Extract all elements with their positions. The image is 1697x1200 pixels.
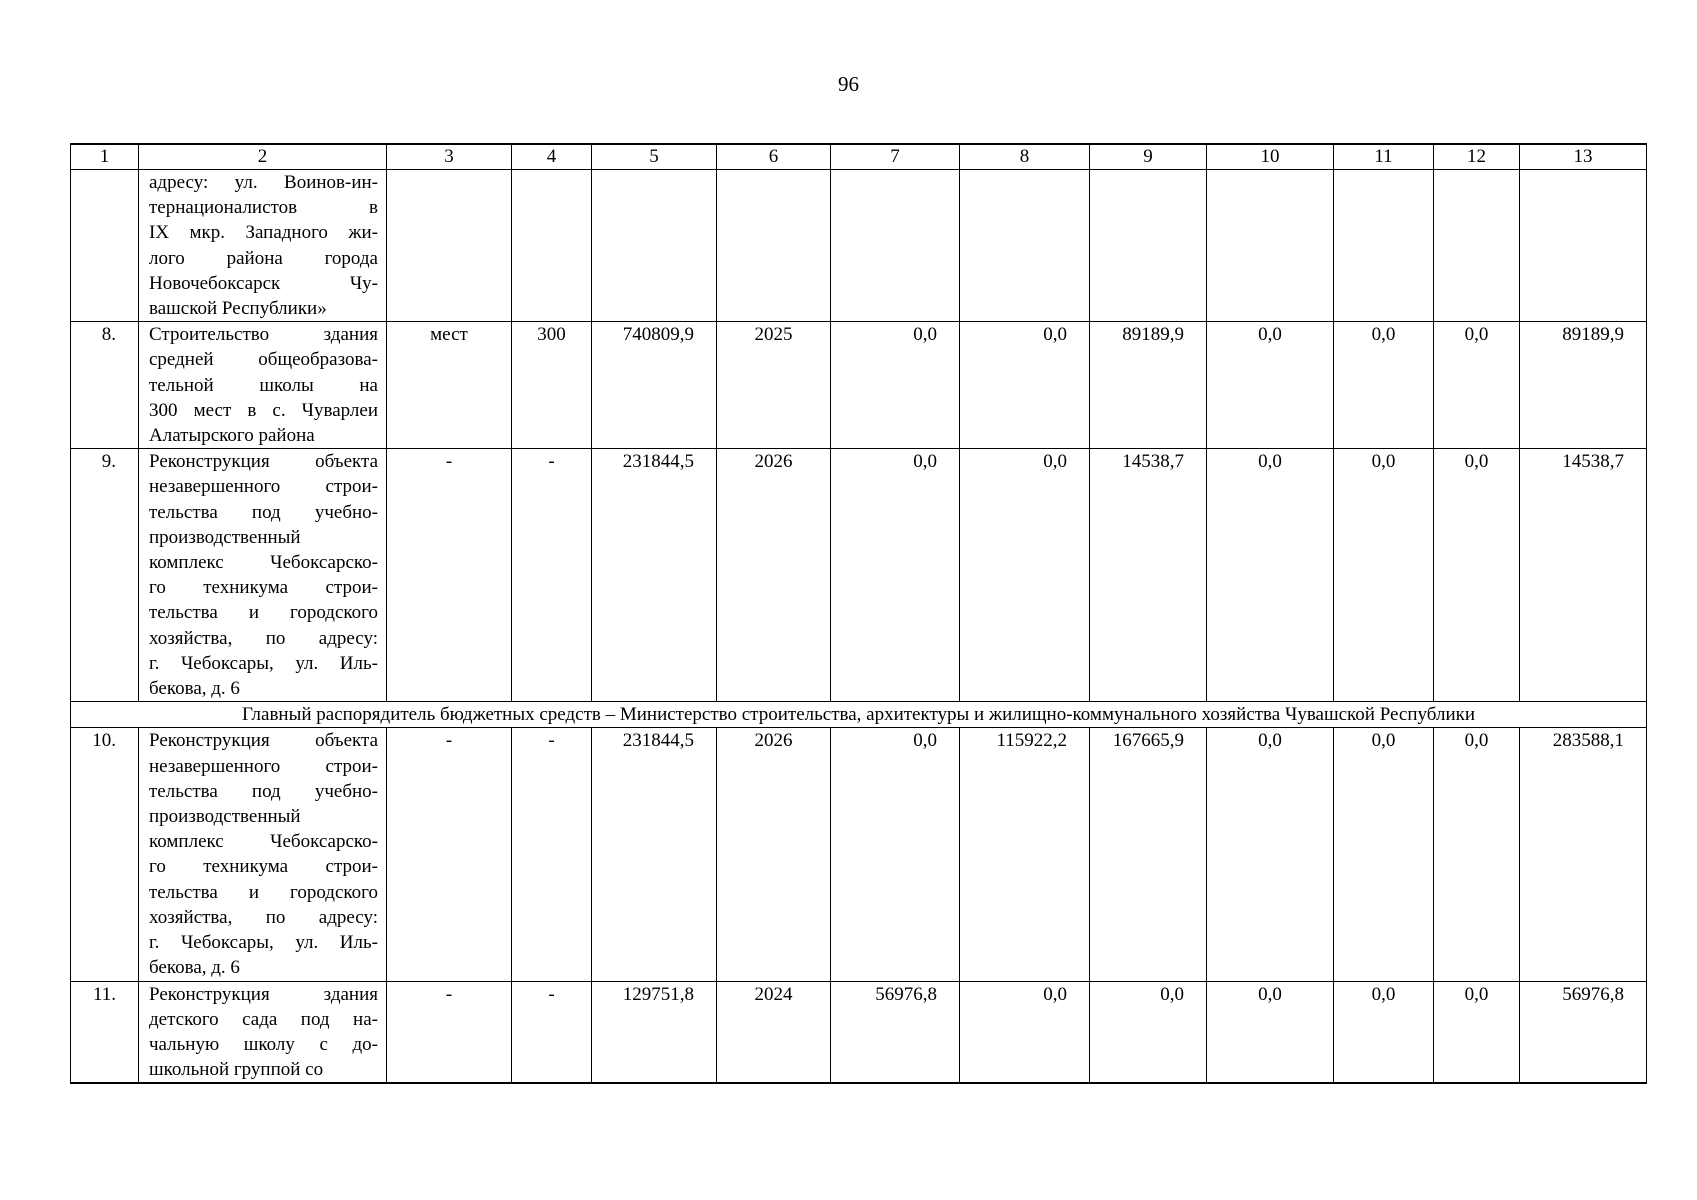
value-cell-7: 0,0 xyxy=(831,322,960,449)
object-name xyxy=(139,322,387,449)
object-name-line: незавершенного строи- xyxy=(149,476,378,498)
year-cell xyxy=(717,170,831,322)
value-cell-10: 0,0 xyxy=(1207,981,1334,1083)
object-name-line: Реконструкция объекта xyxy=(149,451,378,473)
cost-cell: 231844,5 xyxy=(592,449,717,702)
table-row xyxy=(71,170,1647,322)
object-name-line: хозяйства, по адресу: xyxy=(149,906,378,928)
object-name xyxy=(139,728,387,981)
object-name-line: лого района города xyxy=(149,247,378,269)
budget-table xyxy=(70,143,1647,1084)
row-number: 8. xyxy=(71,322,139,449)
column-number-cell: 1 xyxy=(71,144,139,170)
value-cell-11: 0,0 xyxy=(1334,728,1434,981)
cost-cell xyxy=(592,170,717,322)
object-name-line: г. Чебоксары, ул. Иль- xyxy=(149,652,378,674)
column-number-cell: 12 xyxy=(1434,144,1520,170)
column-number-cell: 10 xyxy=(1207,144,1334,170)
column-number-cell: 7 xyxy=(831,144,960,170)
unit-cell: - xyxy=(387,728,512,981)
table-row xyxy=(71,449,1647,702)
capacity-cell: - xyxy=(512,981,592,1083)
section-header-row xyxy=(71,702,1647,728)
value-cell-10 xyxy=(1207,170,1334,322)
value-cell-10: 0,0 xyxy=(1207,728,1334,981)
object-name-line: тельной школы на xyxy=(149,374,378,396)
object-name-line: Новочебоксарск Чу- xyxy=(149,272,378,294)
column-number-cell: 11 xyxy=(1334,144,1434,170)
column-number-cell: 4 xyxy=(512,144,592,170)
column-number-cell: 8 xyxy=(960,144,1090,170)
value-cell-9: 167665,9 xyxy=(1090,728,1207,981)
capacity-cell xyxy=(512,170,592,322)
object-name-line: го техникума строи- xyxy=(149,577,378,599)
value-cell-7: 56976,8 xyxy=(831,981,960,1083)
value-cell-12: 0,0 xyxy=(1434,449,1520,702)
object-name xyxy=(139,170,387,322)
table-body xyxy=(71,144,1647,1083)
value-cell-13: 56976,8 xyxy=(1520,981,1647,1083)
value-cell-11: 0,0 xyxy=(1334,322,1434,449)
capacity-cell: - xyxy=(512,728,592,981)
year-cell: 2024 xyxy=(717,981,831,1083)
row-number xyxy=(71,170,139,322)
table-row xyxy=(71,728,1647,981)
value-cell-9: 14538,7 xyxy=(1090,449,1207,702)
object-name-line: бекова, д. 6 xyxy=(149,957,240,979)
object-name-line: Реконструкция здания xyxy=(149,983,378,1005)
value-cell-9: 0,0 xyxy=(1090,981,1207,1083)
section-title: Главный распорядитель бюджетных средств – Министерство строительства, архитектуры и жилищно-коммунального хозяйства Чувашской Республики xyxy=(71,702,1647,728)
table-row xyxy=(71,322,1647,449)
column-number-cell: 6 xyxy=(717,144,831,170)
object-name-line: комплекс Чебоксарско- xyxy=(149,552,378,574)
row-number: 9. xyxy=(71,449,139,702)
object-name-line: комплекс Чебоксарско- xyxy=(149,831,378,853)
value-cell-7 xyxy=(831,170,960,322)
object-name-line: тельства и городского xyxy=(149,881,378,903)
value-cell-8: 115922,2 xyxy=(960,728,1090,981)
cost-cell: 231844,5 xyxy=(592,728,717,981)
capacity-cell: 300 xyxy=(512,322,592,449)
object-name-line: Реконструкция объекта xyxy=(149,730,378,752)
object-name-line: го техникума строи- xyxy=(149,856,378,878)
object-name-line: 300 мест в с. Чуварлеи xyxy=(149,399,378,421)
object-name-line: чальную школу с до- xyxy=(149,1033,378,1055)
cost-cell: 740809,9 xyxy=(592,322,717,449)
value-cell-8: 0,0 xyxy=(960,322,1090,449)
object-name-line: хозяйства, по адресу: xyxy=(149,627,378,649)
value-cell-12: 0,0 xyxy=(1434,981,1520,1083)
object-name-line: г. Чебоксары, ул. Иль- xyxy=(149,932,378,954)
year-cell: 2026 xyxy=(717,728,831,981)
object-name-line: незавершенного строи- xyxy=(149,755,378,777)
page-number: 96 xyxy=(838,72,859,96)
value-cell-11 xyxy=(1334,170,1434,322)
value-cell-9: 89189,9 xyxy=(1090,322,1207,449)
year-cell: 2025 xyxy=(717,322,831,449)
column-number-cell: 13 xyxy=(1520,144,1647,170)
object-name-line: бекова, д. 6 xyxy=(149,678,240,700)
value-cell-8: 0,0 xyxy=(960,449,1090,702)
value-cell-8 xyxy=(960,170,1090,322)
value-cell-8: 0,0 xyxy=(960,981,1090,1083)
value-cell-12: 0,0 xyxy=(1434,728,1520,981)
value-cell-7: 0,0 xyxy=(831,728,960,981)
column-number-row xyxy=(71,144,1647,170)
object-name-line: детского сада под на- xyxy=(149,1008,378,1030)
value-cell-13: 89189,9 xyxy=(1520,322,1647,449)
object-name-line: средней общеобразова- xyxy=(149,349,378,371)
value-cell-13: 14538,7 xyxy=(1520,449,1647,702)
column-number-cell: 3 xyxy=(387,144,512,170)
object-name-line: адресу: ул. Воинов-ин- xyxy=(149,172,378,193)
capacity-cell: - xyxy=(512,449,592,702)
year-cell: 2026 xyxy=(717,449,831,702)
row-number: 10. xyxy=(71,728,139,981)
unit-cell xyxy=(387,170,512,322)
object-name-line: производственный xyxy=(149,806,301,828)
object-name-line: IX мкр. Западного жи- xyxy=(149,222,378,244)
value-cell-11: 0,0 xyxy=(1334,449,1434,702)
object-name-line: тернационалистов в xyxy=(149,197,378,219)
value-cell-13 xyxy=(1520,170,1647,322)
column-number-cell: 2 xyxy=(139,144,387,170)
value-cell-9 xyxy=(1090,170,1207,322)
table-row xyxy=(71,981,1647,1083)
object-name xyxy=(139,449,387,702)
value-cell-13: 283588,1 xyxy=(1520,728,1647,981)
object-name xyxy=(139,981,387,1083)
cost-cell: 129751,8 xyxy=(592,981,717,1083)
value-cell-12: 0,0 xyxy=(1434,322,1520,449)
object-name-line: школьной группой со xyxy=(149,1059,324,1081)
object-name-line: вашской Республики» xyxy=(149,298,327,320)
value-cell-10: 0,0 xyxy=(1207,449,1334,702)
object-name-line: Алатырского района xyxy=(149,425,315,447)
value-cell-11: 0,0 xyxy=(1334,981,1434,1083)
value-cell-12 xyxy=(1434,170,1520,322)
unit-cell: - xyxy=(387,449,512,702)
object-name-line: производственный xyxy=(149,526,301,548)
object-name-line: тельства под учебно- xyxy=(149,780,378,802)
column-number-cell: 5 xyxy=(592,144,717,170)
unit-cell: мест xyxy=(387,322,512,449)
column-number-cell: 9 xyxy=(1090,144,1207,170)
object-name-line: Строительство здания xyxy=(149,324,378,346)
row-number: 11. xyxy=(71,981,139,1083)
object-name-line: тельства под учебно- xyxy=(149,501,378,523)
value-cell-10: 0,0 xyxy=(1207,322,1334,449)
unit-cell: - xyxy=(387,981,512,1083)
value-cell-7: 0,0 xyxy=(831,449,960,702)
object-name-line: тельства и городского xyxy=(149,602,378,624)
